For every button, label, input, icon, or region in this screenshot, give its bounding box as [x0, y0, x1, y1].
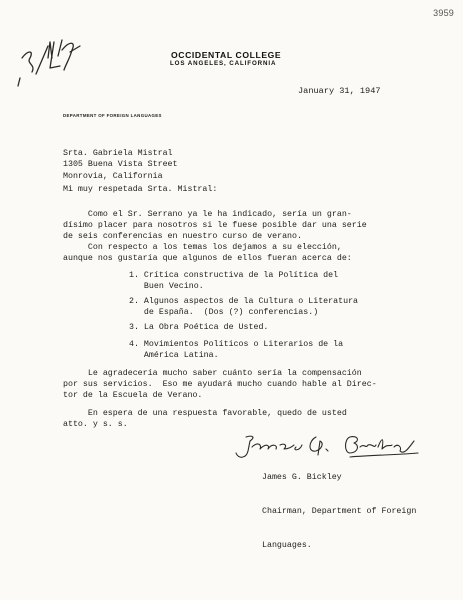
topic-item-1: 1. Crítica constructiva de la Política del Buen Vecino. — [129, 271, 339, 292]
topic-item-3: 3. La Obra Poética de Usted. — [129, 323, 269, 332]
topic-item-4: 4. Movimientos Políticos o Literarios de la América Latina. — [129, 340, 344, 361]
signature-block — [262, 450, 416, 573]
paragraph-closing: En espera de una respuesta favorable, quedo de usted atto. y s. s. — [63, 409, 347, 430]
department-label: DEPARTMENT OF FOREIGN LANGUAGES — [63, 113, 162, 118]
letterhead-city: LOS ANGELES, CALIFORNIA — [170, 60, 277, 67]
signer-title: Chairman, Department of Foreign — [262, 507, 417, 517]
recipient-address — [63, 148, 178, 182]
letterhead-college-name: OCCIDENTAL COLLEGE — [171, 50, 282, 60]
handwritten-date-annotation — [14, 28, 84, 90]
archive-number: 3959 — [433, 8, 454, 18]
recipient-name: Srta. Gabriela Mistral — [63, 149, 173, 158]
recipient-city: Monrovia, California — [63, 171, 163, 181]
recipient-street: 1305 Buena Vista Street — [63, 160, 178, 170]
paragraph-topics-intro: Con respecto a los temas los dejamos a su elección, aunque nos gustaría que algunos de ellos fueran acerca de: — [63, 243, 352, 264]
letter-date: January 31, 1947 — [298, 86, 381, 96]
paragraph-request: Como el Sr. Serrano ya le ha indicado, sería un gran- dísimo placer para nosotros si le fuese posible dar una serie de seis conferencias en nuestro curso de verano. — [63, 210, 367, 242]
topic-item-2: 2. Algunos aspectos de la Cultura o Literatura de España. (Dos (?) conferencias.) — [129, 297, 359, 318]
signer-name: James G. Bickley — [262, 473, 342, 483]
signer-title-continued: Languages. — [262, 540, 312, 550]
salutation: Mi muy respetada Srta. Mistral: — [63, 185, 218, 194]
paragraph-compensation: Le agradecería mucho saber cuánto sería la compensación por sus servicios. Eso me ayudará mucho cuando hable al Direc- tor de la Escuela de Verano. — [63, 369, 377, 401]
